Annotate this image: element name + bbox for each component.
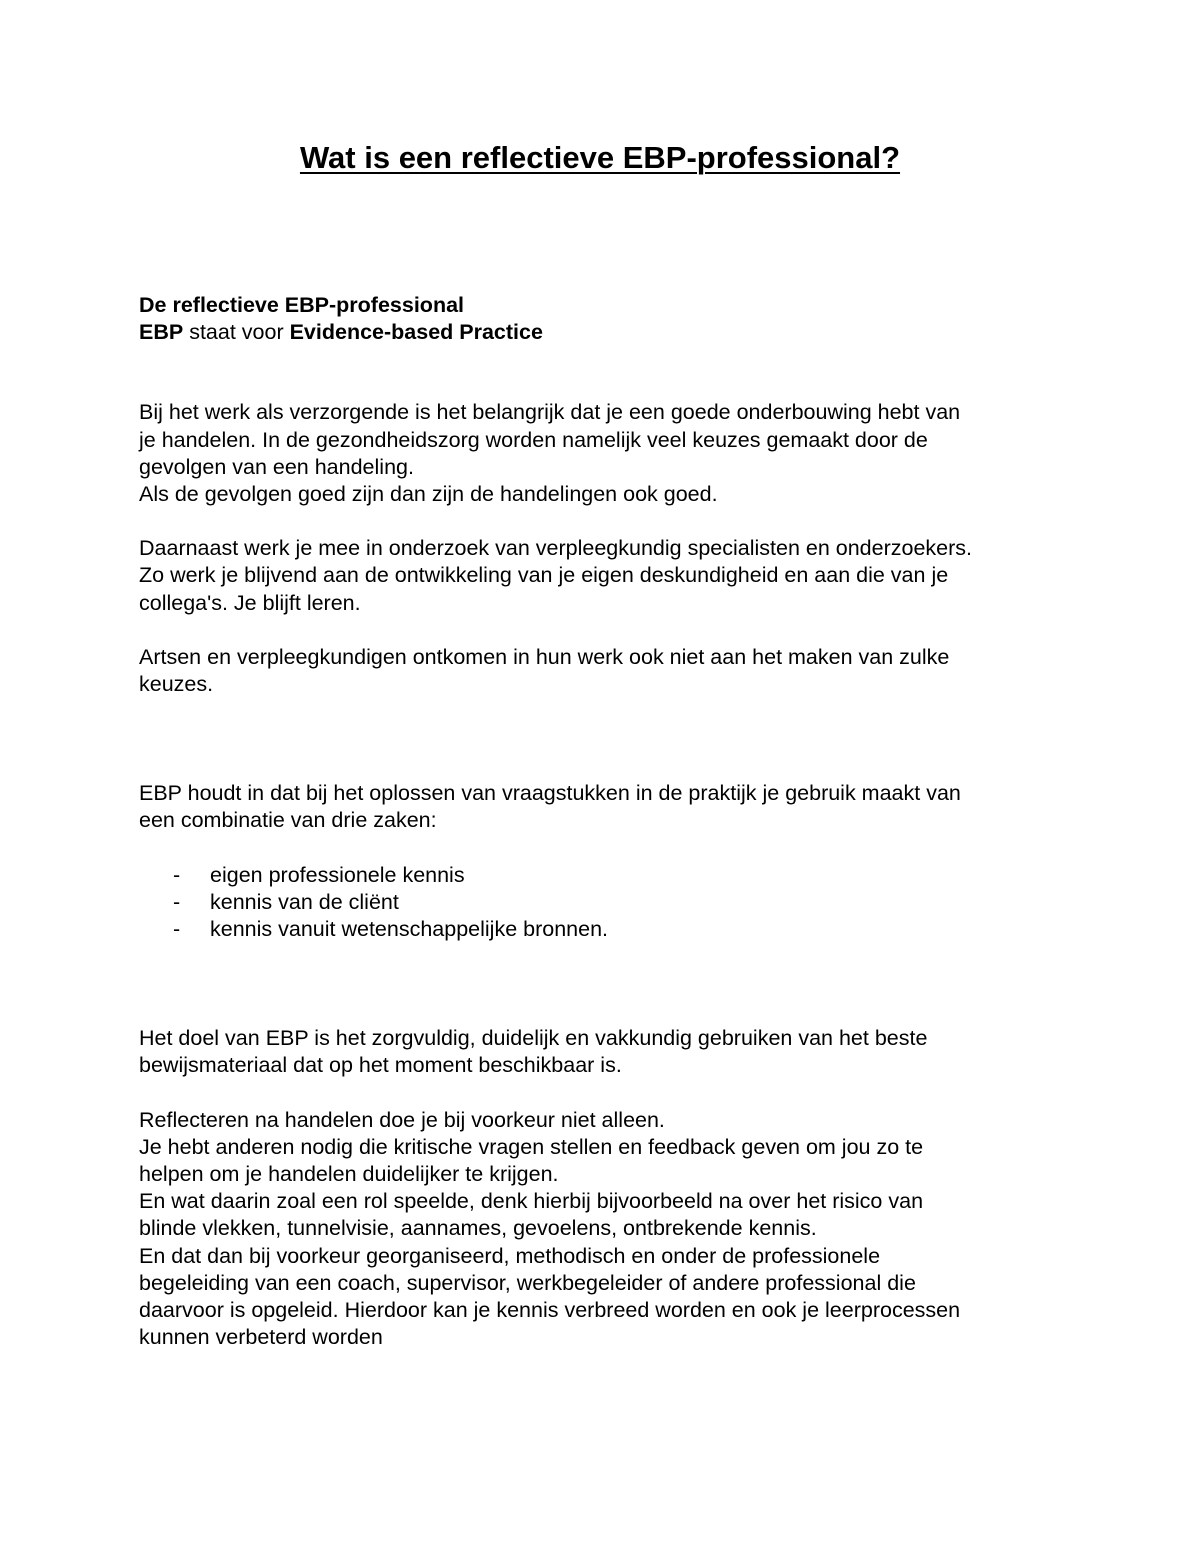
ebp-full-name: Evidence-based Practice — [289, 320, 543, 345]
paragraph-line: En wat daarin zoal een rol speelde, denk hierbij bijvoorbeeld na over het risico van — [139, 1189, 924, 1214]
paragraph-ebp-definition — [139, 780, 1079, 834]
paragraph-line: Daarnaast werk je mee in onderzoek van verpleegkundig specialisten en onderzoekers. — [139, 536, 973, 561]
document-body — [139, 292, 1079, 1351]
paragraph-line: keuzes. — [139, 672, 214, 697]
paragraph-line: daarvoor is opgeleid. Hierdoor kan je kennis verbreed worden en ook je leerprocessen — [139, 1298, 961, 1323]
document-title: Wat is een reflectieve EBP-professional? — [299, 140, 901, 175]
paragraph-reflection — [139, 1107, 1079, 1352]
list-dash: - — [173, 889, 181, 914]
paragraph-line: gevolgen van een handeling. — [139, 454, 414, 479]
paragraph-line: begeleiding van een coach, supervisor, werkbegeleider of andere professional die — [139, 1270, 916, 1295]
list-item — [139, 862, 1079, 889]
ebp-abbreviation: EBP — [139, 320, 184, 345]
list-item — [139, 889, 1079, 916]
list-item-text: kennis van de cliënt — [210, 889, 399, 914]
paragraph-line: Als de gevolgen goed zijn dan zijn de handelingen ook goed. — [139, 482, 718, 507]
paragraph-line: kunnen verbeterd worden — [139, 1325, 383, 1350]
list-dash: - — [173, 862, 181, 887]
paragraph-research — [139, 535, 1079, 617]
paragraph-line: Bij het werk als verzorgende is het belangrijk dat je een goede onderbouwing hebt van — [139, 400, 961, 425]
paragraph-line: Zo werk je blijvend aan de ontwikkeling van je eigen deskundigheid en aan die van je — [139, 563, 949, 588]
ebp-definition-line — [139, 319, 1079, 346]
paragraph-line: collega's. Je blijft leren. — [139, 590, 361, 615]
subheading: De reflectieve EBP-professional — [139, 293, 465, 317]
list-item — [139, 916, 1079, 943]
ebp-connector-text: staat voor — [183, 320, 290, 345]
paragraph-line: Het doel van EBP is het zorgvuldig, duidelijk en vakkundig gebruiken van het beste — [139, 1026, 928, 1051]
paragraph-line: En dat dan bij voorkeur georganiseerd, methodisch en onder de professionele — [139, 1243, 881, 1268]
list-item-text: kennis vanuit wetenschappelijke bronnen. — [210, 917, 609, 942]
paragraph-line: je handelen. In de gezondheidszorg worden namelijk veel keuzes gemaakt door de — [139, 427, 928, 452]
paragraph-line: EBP houdt in dat bij het oplossen van vraagstukken in de praktijk je gebruik maakt van — [139, 781, 961, 806]
paragraph-importance — [139, 399, 1079, 508]
paragraph-line: bewijsmateriaal dat op het moment beschikbaar is. — [139, 1053, 622, 1078]
paragraph-goal — [139, 1025, 1079, 1079]
list-dash: - — [173, 917, 181, 942]
paragraph-line: blinde vlekken, tunnelvisie, aannames, gevoelens, ontbrekende kennis. — [139, 1216, 817, 1241]
paragraph-line: Artsen en verpleegkundigen ontkomen in hun werk ook niet aan het maken van zulke — [139, 644, 950, 669]
list-item-text: eigen professionele kennis — [210, 862, 465, 887]
paragraph-line: Je hebt anderen nodig die kritische vragen stellen en feedback geven om jou zo te — [139, 1134, 924, 1159]
paragraph-line: Reflecteren na handelen doe je bij voorkeur niet alleen. — [139, 1107, 665, 1132]
paragraph-doctors — [139, 644, 1079, 698]
paragraph-line: helpen om je handelen duidelijker te krijgen. — [139, 1162, 559, 1187]
three-elements-list — [139, 862, 1079, 944]
paragraph-line: een combinatie van drie zaken: — [139, 808, 437, 833]
